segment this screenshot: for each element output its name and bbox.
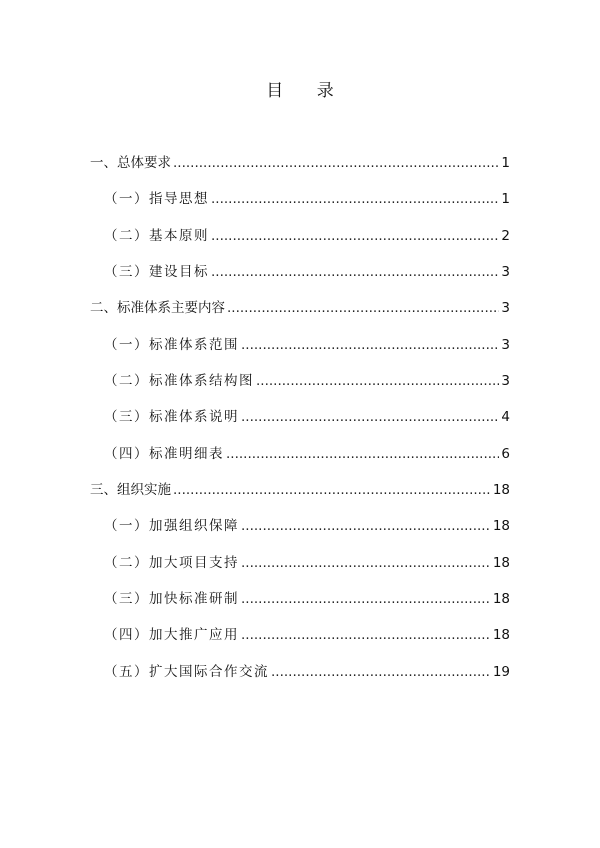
toc-entry-label: （一）指导思想	[104, 191, 209, 207]
toc-leader-dots	[173, 480, 491, 500]
toc-leader-dots	[241, 589, 491, 609]
toc-leader-dots	[241, 516, 491, 536]
toc-page-number: 3	[501, 373, 510, 389]
toc-entry-label: （二）基本原则	[104, 228, 209, 244]
toc-leader-dots	[227, 298, 499, 318]
toc-entry[interactable]	[90, 153, 510, 173]
toc-entry[interactable]	[104, 189, 510, 209]
toc-leader-dots	[241, 625, 491, 645]
toc-entry[interactable]	[104, 553, 510, 573]
toc-entry[interactable]	[104, 625, 510, 645]
toc-leader-dots	[211, 226, 499, 246]
toc-entry[interactable]	[104, 407, 510, 427]
toc-leader-dots	[256, 371, 499, 391]
toc-page-number: 19	[492, 664, 510, 680]
toc-entry-label: （五）扩大国际合作交流	[104, 664, 269, 680]
toc-page-number: 6	[501, 446, 510, 462]
toc-page-number: 3	[501, 264, 510, 280]
toc-entry[interactable]	[104, 516, 510, 536]
toc-entry-label: （二）标准体系结构图	[104, 373, 254, 389]
toc-page-number: 1	[501, 191, 510, 207]
toc-leader-dots	[211, 189, 499, 209]
toc-entry-label: 三、组织实施	[90, 482, 171, 498]
toc-page-number: 3	[501, 337, 510, 353]
toc-entry[interactable]	[104, 589, 510, 609]
toc-page-number: 4	[501, 409, 510, 425]
toc-leader-dots	[211, 262, 499, 282]
toc-entry[interactable]	[90, 480, 510, 500]
toc-leader-dots	[226, 444, 499, 464]
toc-entry-label: （三）加快标准研制	[104, 591, 239, 607]
toc-entry-label: （一）标准体系范围	[104, 337, 239, 353]
toc-entry[interactable]	[104, 262, 510, 282]
toc-entry-label: （二）加大项目支持	[104, 555, 239, 571]
toc-entry-label: 一、总体要求	[90, 155, 171, 171]
toc-page-number: 18	[492, 518, 510, 534]
toc-entry[interactable]	[104, 226, 510, 246]
toc-leader-dots	[271, 662, 491, 682]
toc-page-number: 18	[492, 482, 510, 498]
toc-page-number: 18	[492, 555, 510, 571]
toc-page-number: 3	[501, 300, 510, 316]
toc-entry[interactable]	[104, 662, 510, 682]
toc-page-number: 18	[492, 591, 510, 607]
toc-entry[interactable]	[104, 335, 510, 355]
toc-leader-dots	[173, 153, 499, 173]
toc-entry[interactable]	[104, 371, 510, 391]
toc-entry-label: （四）加大推广应用	[104, 627, 239, 643]
toc-leader-dots	[241, 335, 499, 355]
toc-page-number: 1	[501, 155, 510, 171]
page-title: 目 录	[266, 81, 348, 101]
toc-entry-label: （三）标准体系说明	[104, 409, 239, 425]
toc-entry-label: （一）加强组织保障	[104, 518, 239, 534]
toc-entry-label: 二、标准体系主要内容	[90, 300, 225, 316]
toc-leader-dots	[241, 407, 499, 427]
toc-leader-dots	[241, 553, 491, 573]
toc-entry[interactable]	[104, 444, 510, 464]
toc-entry-label: （三）建设目标	[104, 264, 209, 280]
toc-entry-label: （四）标准明细表	[104, 446, 224, 462]
toc-entry[interactable]	[90, 298, 510, 318]
toc-page-number: 18	[492, 627, 510, 643]
toc-page-number: 2	[501, 228, 510, 244]
